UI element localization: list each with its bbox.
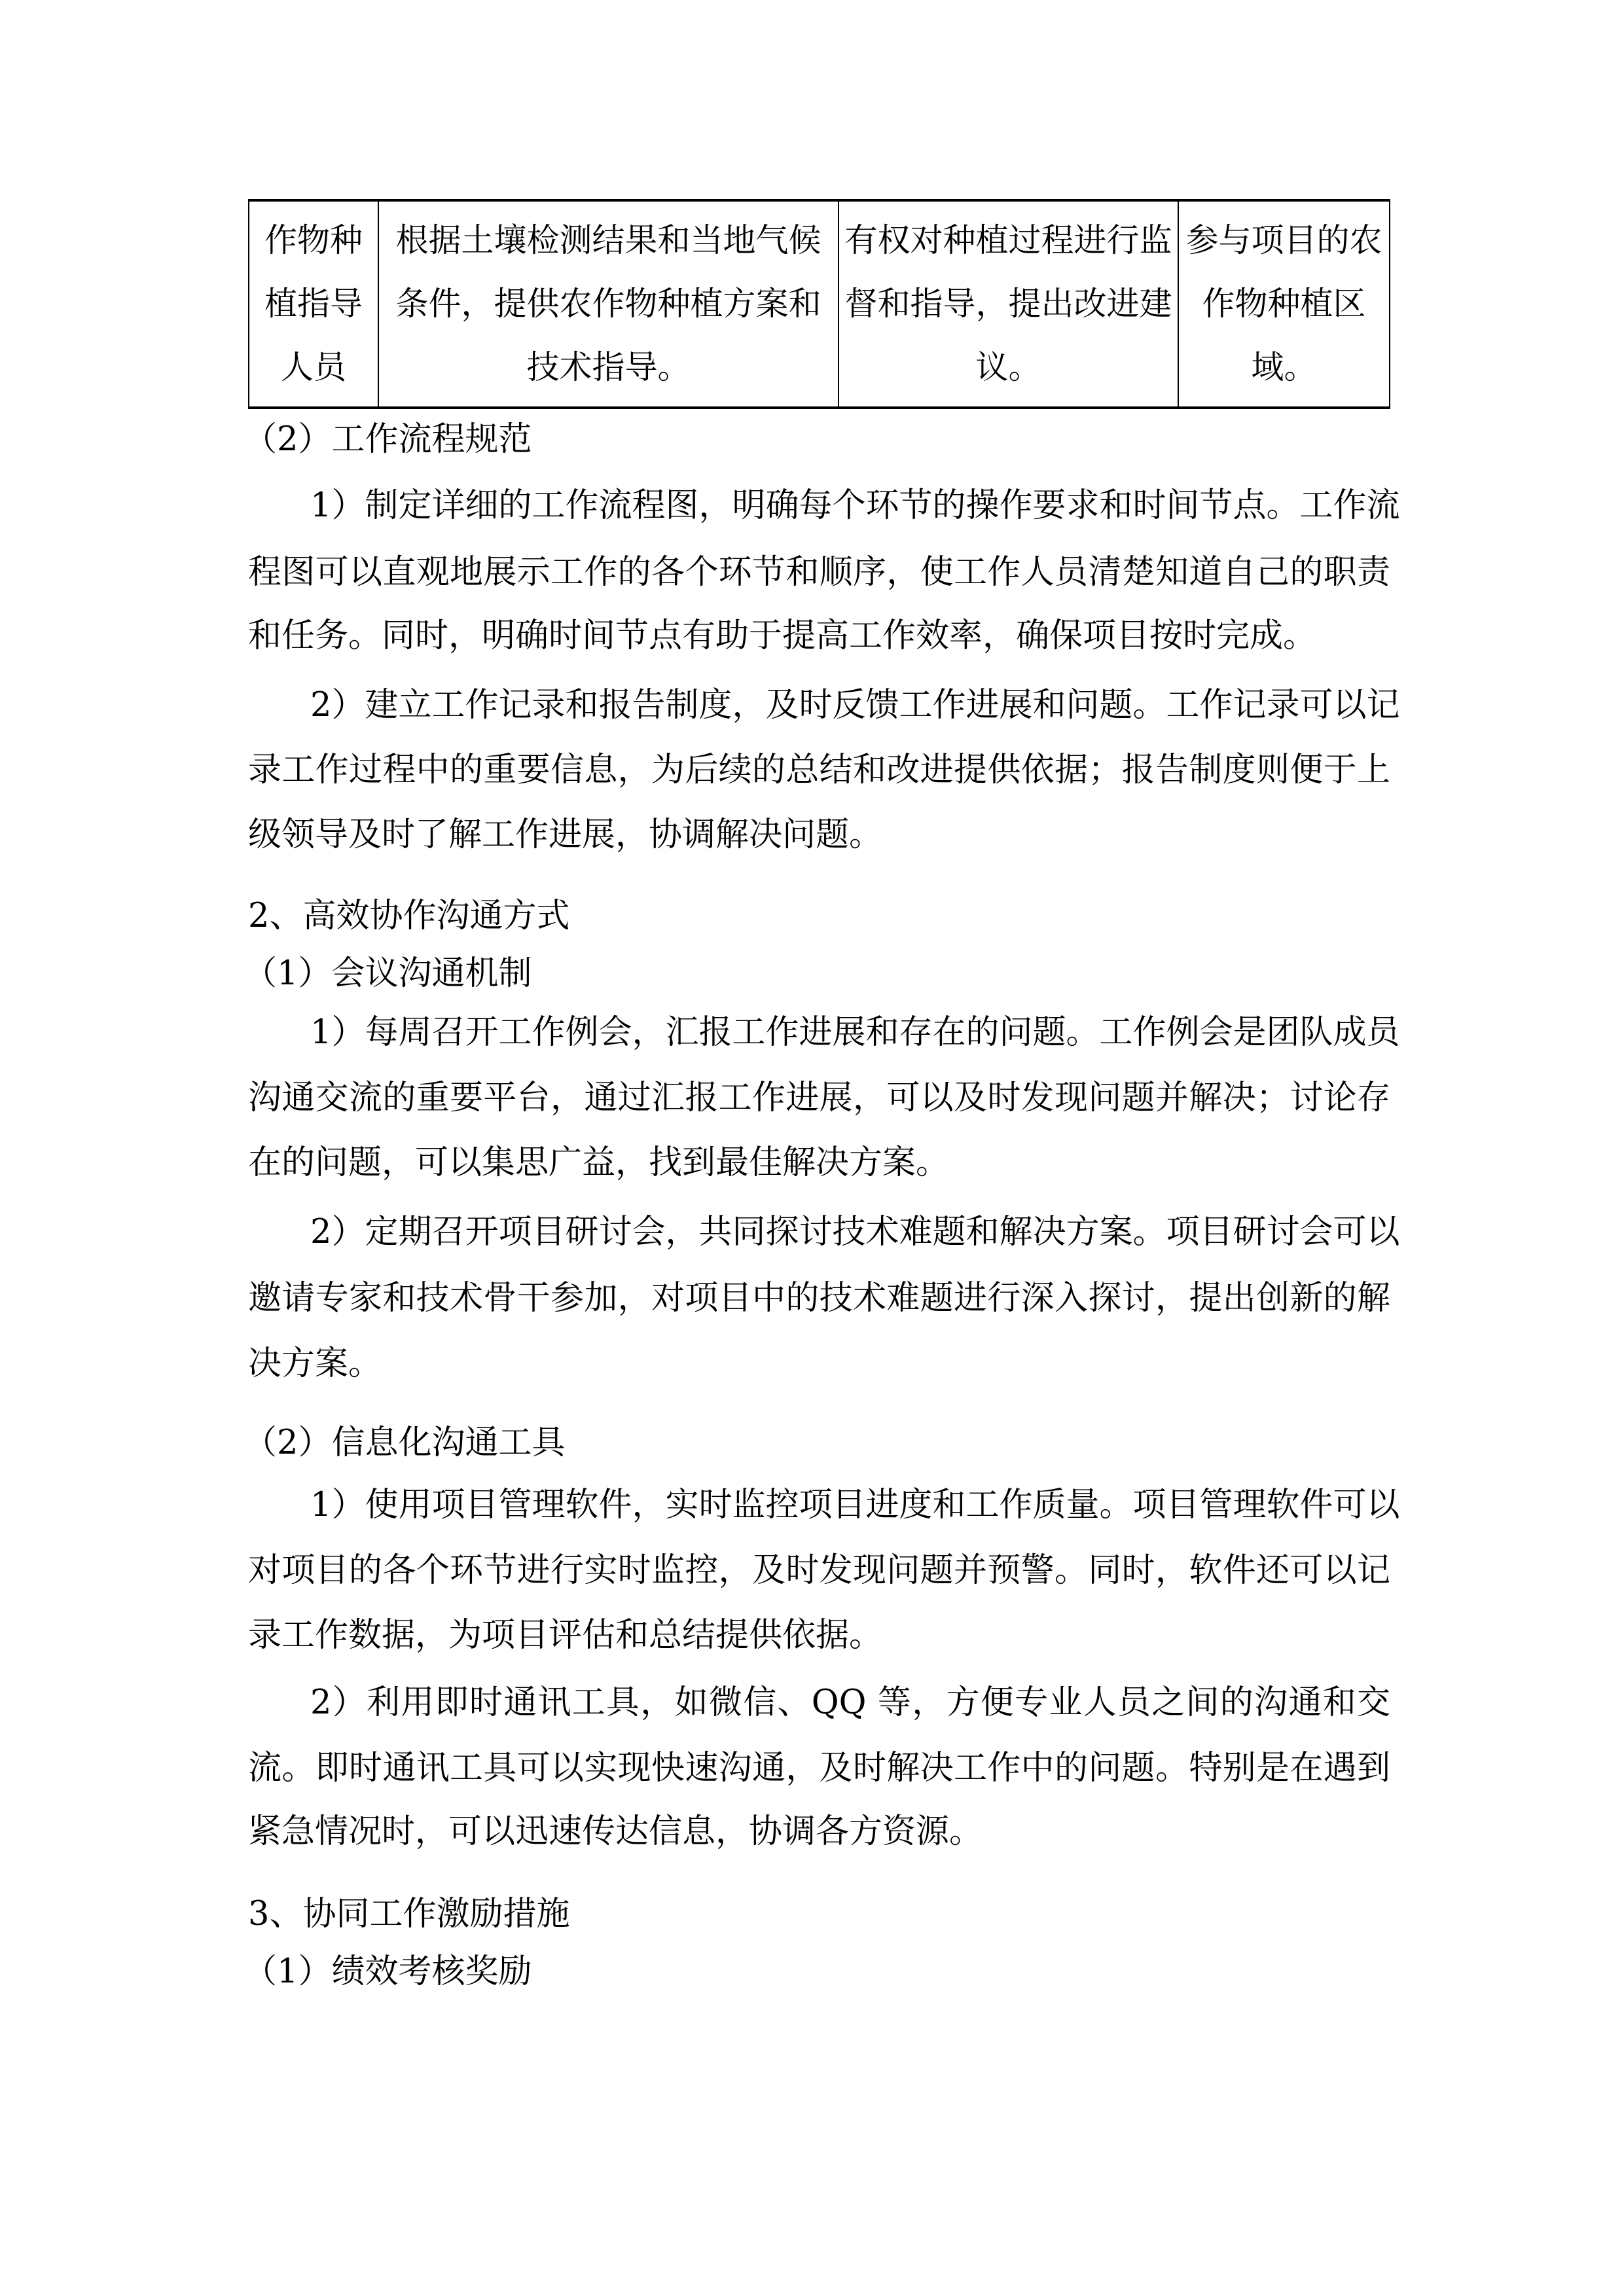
paragraph-line: 1）制定详细的工作流程图，明确每个环节的操作要求和时间节点。工作流	[310, 486, 1400, 525]
paragraph-line: 2）定期召开项目研讨会，共同探讨技术难题和解决方案。项目研讨会可以	[310, 1213, 1400, 1251]
cell-line: 植指导	[264, 285, 363, 323]
cell-line: 技术指导。	[526, 348, 691, 386]
table-cell-duty	[378, 200, 839, 408]
paragraph-line: 1）每周召开工作例会，汇报工作进展和存在的问题。工作例会是团队成员	[310, 1013, 1400, 1052]
section-heading: （2）工作流程规范	[244, 420, 532, 459]
paragraph-line: 级领导及时了解工作进展，协调解决问题。	[248, 816, 883, 854]
cell-line: 议。	[975, 348, 1041, 386]
section-heading: （1）绩效考核奖励	[244, 1952, 532, 1991]
cell-line: 作物种	[264, 221, 363, 259]
paragraph-line: 2）建立工作记录和报告制度，及时反馈工作进展和问题。工作记录可以记	[310, 686, 1400, 725]
table-cell-authority	[839, 200, 1178, 408]
paragraph-line: 和任务。同时，明确时间节点有助于提高工作效率，确保项目按时完成。	[248, 617, 1317, 655]
paragraph-line: 流。即时通讯工具可以实现快速沟通，及时解决工作中的问题。特别是在遇到	[248, 1749, 1390, 1787]
paragraph-line: 对项目的各个环节进行实时监控，及时发现问题并预警。同时，软件还可以记	[248, 1551, 1390, 1590]
paragraph-line: 沟通交流的重要平台，通过汇报工作进展，可以及时发现问题并解决；讨论存	[248, 1079, 1390, 1117]
paragraph-line: 录工作数据，为项目评估和总结提供依据。	[248, 1616, 883, 1655]
paragraph-line: 1）使用项目管理软件，实时监控项目进度和工作质量。项目管理软件可以	[310, 1486, 1400, 1524]
cell-line: 参与项目的农	[1185, 221, 1382, 259]
paragraph-line: 决方案。	[248, 1344, 382, 1383]
cell-line: 条件，提供农作物种植方案和	[395, 285, 821, 323]
section-heading: （1）会议沟通机制	[244, 954, 532, 993]
paragraph-line: 录工作过程中的重要信息，为后续的总结和改进提供依据；报告制度则便于上	[248, 751, 1390, 789]
section-heading: （2）信息化沟通工具	[244, 1424, 566, 1462]
cell-line: 督和指导，提出改进建	[844, 285, 1172, 323]
paragraph-line: 紧急情况时，可以迅速传达信息，协调各方资源。	[248, 1812, 983, 1851]
cell-line: 作物种植区	[1202, 285, 1366, 323]
paragraph-line: 2）利用即时通讯工具，如微信、QQ 等，方便专业人员之间的沟通和交	[310, 1683, 1390, 1722]
cell-line: 根据土壤检测结果和当地气候	[395, 221, 821, 259]
responsibility-table	[248, 199, 1390, 409]
table-cell-role	[249, 200, 378, 408]
cell-line: 域。	[1251, 348, 1317, 386]
table-row	[249, 200, 1390, 408]
table-cell-scope	[1178, 200, 1390, 408]
paragraph-line: 程图可以直观地展示工作的各个环节和顺序，使工作人员清楚知道自己的职责	[248, 553, 1390, 592]
section-heading: 2、高效协作沟通方式	[248, 897, 570, 935]
paragraph-line: 在的问题，可以集思广益，找到最佳解决方案。	[248, 1143, 950, 1182]
cell-line: 有权对种植过程进行监	[844, 221, 1172, 259]
cell-line: 人员	[281, 348, 346, 386]
paragraph-line: 邀请专家和技术骨干参加，对项目中的技术难题进行深入探讨，提出创新的解	[248, 1279, 1390, 1318]
section-heading: 3、协同工作激励措施	[248, 1895, 570, 1933]
